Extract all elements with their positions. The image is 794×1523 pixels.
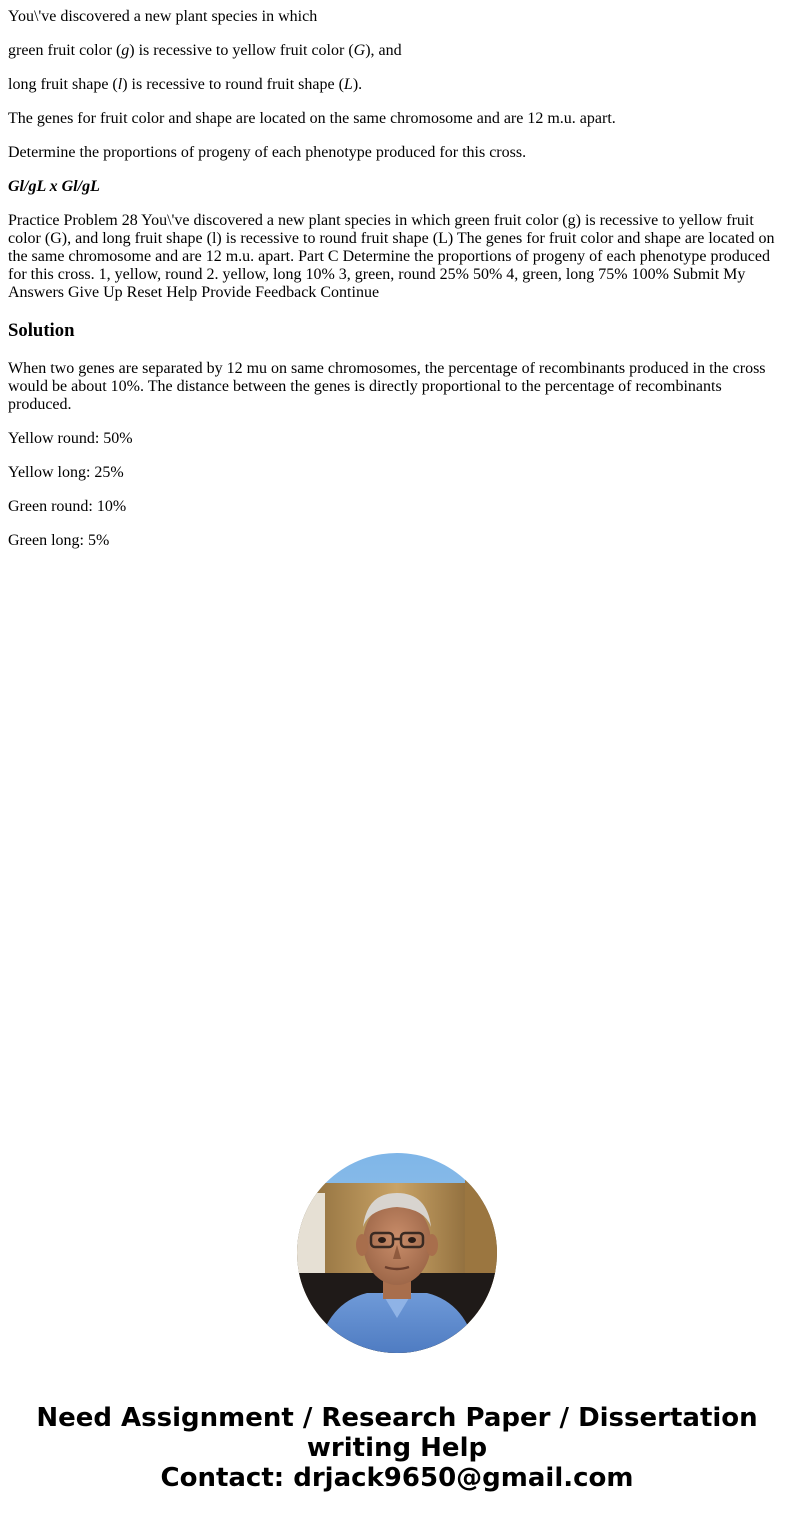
question-color-trait xyxy=(8,42,786,60)
solution-explanation: When two genes are separated by 12 mu on same chromosomes, the percentage of recombinants produced in the cross would be about 10%. The distance between the genes is directly proportional to the percentage of recombinants produced. xyxy=(8,360,766,413)
question-ocr-text: Practice Problem 28 You\'ve discovered a new plant species in which green fruit color (g) is recessive to yellow fruit color (G), and long fruit shape (l) is recessive to round fruit shape (L) The genes for fruit color and shape are located on the same chromosome and are 12 m.u. apart. Part C Determine the proportions of progeny of each phenotype produced for this cross. 1, yellow, round 2. yellow, long 10% 3, green, round 25% 50% 4, green, long 75% 100% Submit My Answers Give Up Reset Help Provide Feedback Continue xyxy=(8,212,775,301)
result-green-long: Green long: 5% xyxy=(8,532,110,549)
allele-g: g xyxy=(121,42,130,59)
allele-l: l xyxy=(117,76,123,93)
text-part: ) is recessive to yellow fruit color ( xyxy=(129,42,354,59)
question-content xyxy=(8,0,786,566)
text-part: long fruit shape ( xyxy=(8,76,118,93)
allele-L: L xyxy=(343,76,353,93)
cross-notation: Gl/gL x Gl/gL xyxy=(8,178,100,195)
question-linkage: The genes for fruit color and shape are located on the same chromosome and are 12 m.u. apart. xyxy=(8,110,616,127)
question-intro: You\'ve discovered a new plant species in which xyxy=(8,8,318,25)
text-part: ) is recessive to round fruit shape ( xyxy=(122,76,344,93)
banner-line-1: Need Assignment / Research Paper / Dissertation xyxy=(36,1403,758,1433)
text-part: ). xyxy=(352,76,363,93)
question-task: Determine the proportions of progeny of each phenotype produced for this cross. xyxy=(8,144,527,161)
tutor-portrait-icon xyxy=(297,1153,497,1353)
contact-banner xyxy=(0,1403,794,1493)
result-yellow-long: Yellow long: 25% xyxy=(8,464,124,481)
banner-contact-email: Contact: drjack9650@gmail.com xyxy=(160,1463,634,1493)
allele-G: G xyxy=(353,42,366,59)
banner-line-2: writing Help xyxy=(306,1433,488,1463)
text-part: ), and xyxy=(365,42,402,59)
tutor-avatar xyxy=(297,1153,497,1353)
question-shape-trait xyxy=(8,76,786,94)
solution-heading: Solution xyxy=(8,320,75,341)
result-yellow-round: Yellow round: 50% xyxy=(8,430,133,447)
text-part: green fruit color ( xyxy=(8,42,122,59)
result-green-round: Green round: 10% xyxy=(8,498,127,515)
